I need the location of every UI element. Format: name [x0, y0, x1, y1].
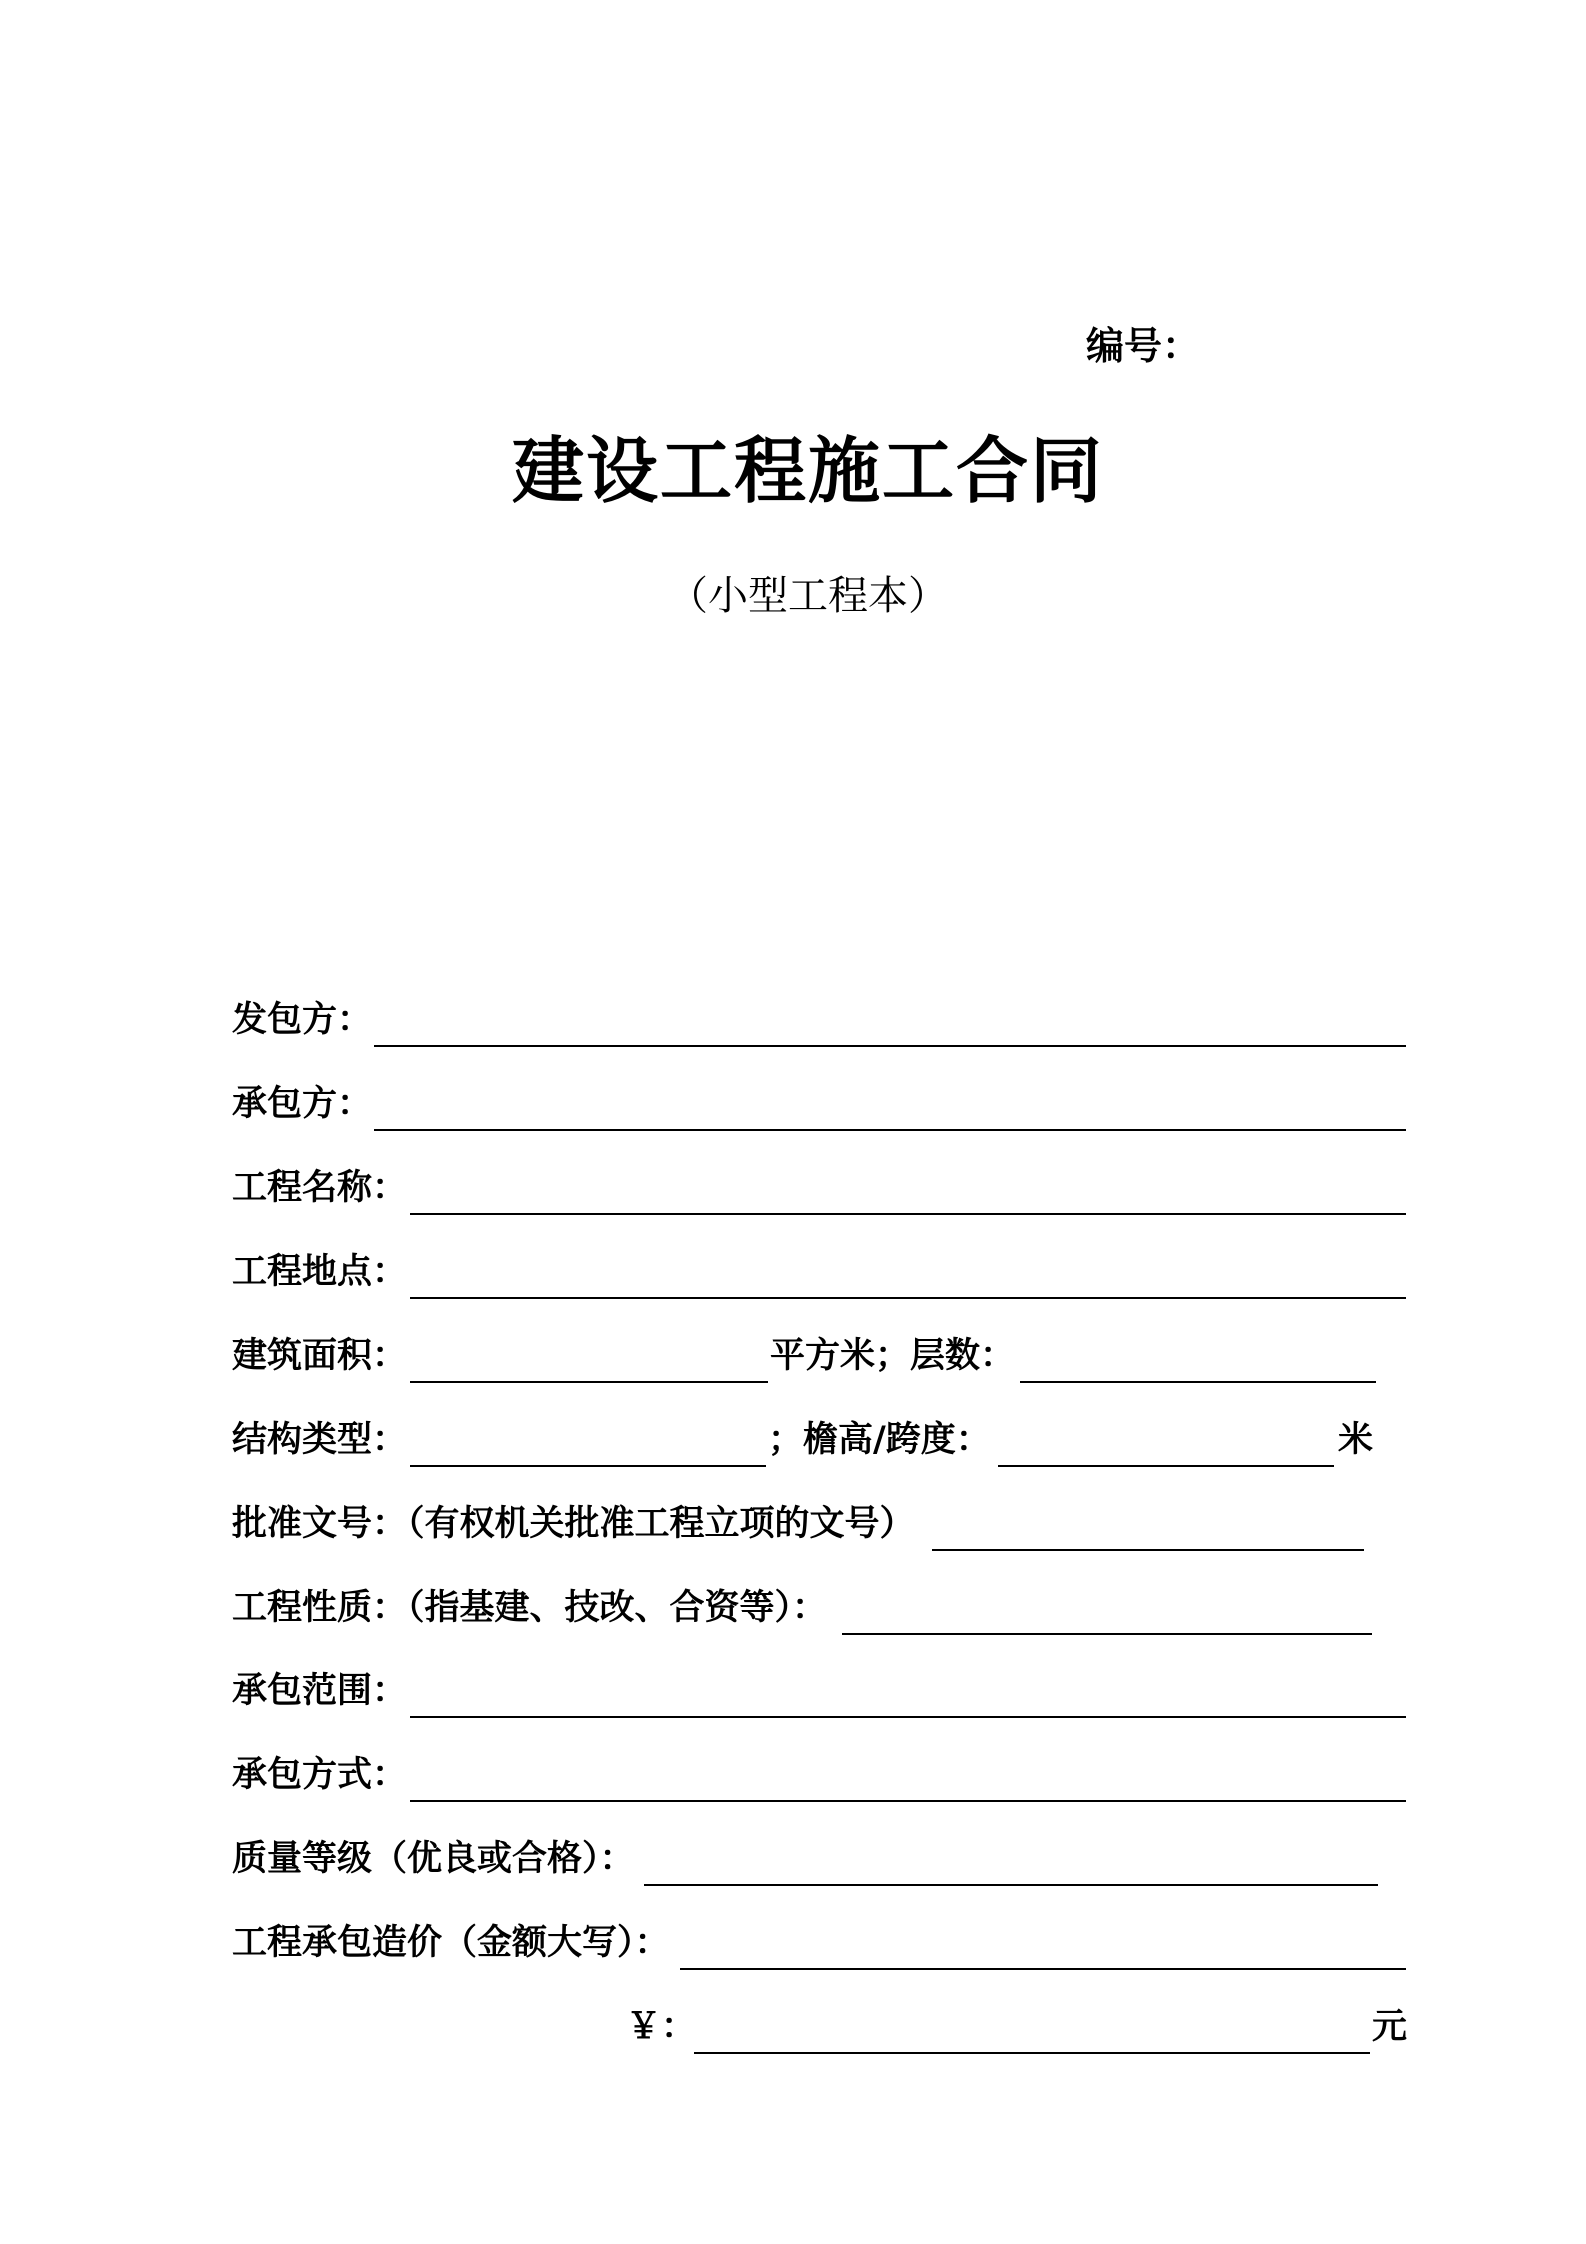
contractor-label: 承包方：	[232, 1084, 373, 1124]
meter-unit-label: 米	[1338, 1420, 1374, 1460]
price-figure-row	[0, 1992, 1586, 2062]
contractor-blank[interactable]	[374, 1129, 1406, 1131]
floors-blank[interactable]	[1020, 1381, 1376, 1383]
approval-doc-label: 批准文号：（有权机关批准工程立项的文号）	[232, 1504, 915, 1544]
contract-mode-label: 承包方式：	[232, 1755, 408, 1795]
approval-doc-row	[0, 1489, 1586, 1559]
contract-scope-row	[0, 1656, 1586, 1726]
contract-mode-blank[interactable]	[410, 1800, 1406, 1802]
contract-scope-label: 承包范围：	[232, 1671, 408, 1711]
area-unit-floors-label: 平方米；层数：	[770, 1336, 1016, 1376]
approval-doc-blank[interactable]	[932, 1549, 1364, 1551]
contract-scope-blank[interactable]	[410, 1716, 1406, 1718]
employer-row	[0, 985, 1586, 1055]
structure-type-blank[interactable]	[410, 1465, 766, 1467]
project-location-blank[interactable]	[410, 1297, 1406, 1299]
yuan-unit-label: 元	[1372, 2007, 1408, 2047]
building-area-row	[0, 1321, 1586, 1391]
project-location-row	[0, 1237, 1586, 1307]
document-title: 建设工程施工合同	[511, 429, 1104, 513]
eave-height-label: ；檐高/跨度：	[768, 1420, 991, 1460]
quality-grade-label: 质量等级（优良或合格）：	[232, 1839, 635, 1879]
contract-mode-row	[0, 1740, 1586, 1810]
project-name-blank[interactable]	[410, 1213, 1406, 1215]
project-name-label: 工程名称：	[232, 1168, 408, 1208]
contract-price-row	[0, 1908, 1586, 1978]
price-figure-blank[interactable]	[694, 2052, 1370, 2054]
contract-price-blank[interactable]	[680, 1968, 1406, 1970]
project-nature-row	[0, 1573, 1586, 1643]
quality-grade-blank[interactable]	[644, 1884, 1378, 1886]
structure-type-row	[0, 1405, 1586, 1475]
document-subtitle: （小型工程本）	[668, 573, 948, 619]
serial-number-label: 编号：	[1086, 324, 1201, 368]
project-nature-blank[interactable]	[842, 1633, 1372, 1635]
building-area-blank[interactable]	[410, 1381, 768, 1383]
contract-price-label: 工程承包造价（金额大写）：	[232, 1923, 670, 1963]
employer-label: 发包方：	[232, 1000, 373, 1040]
yen-sign-label: ￥：	[626, 2007, 697, 2047]
project-name-row	[0, 1153, 1586, 1223]
project-nature-label: 工程性质：（指基建、技改、合资等）：	[232, 1588, 828, 1628]
building-area-label: 建筑面积：	[232, 1336, 408, 1376]
quality-grade-row	[0, 1824, 1586, 1894]
structure-type-label: 结构类型：	[232, 1420, 408, 1460]
employer-blank[interactable]	[374, 1045, 1406, 1047]
eave-height-blank[interactable]	[998, 1465, 1334, 1467]
project-location-label: 工程地点：	[232, 1252, 408, 1292]
contractor-row	[0, 1069, 1586, 1139]
